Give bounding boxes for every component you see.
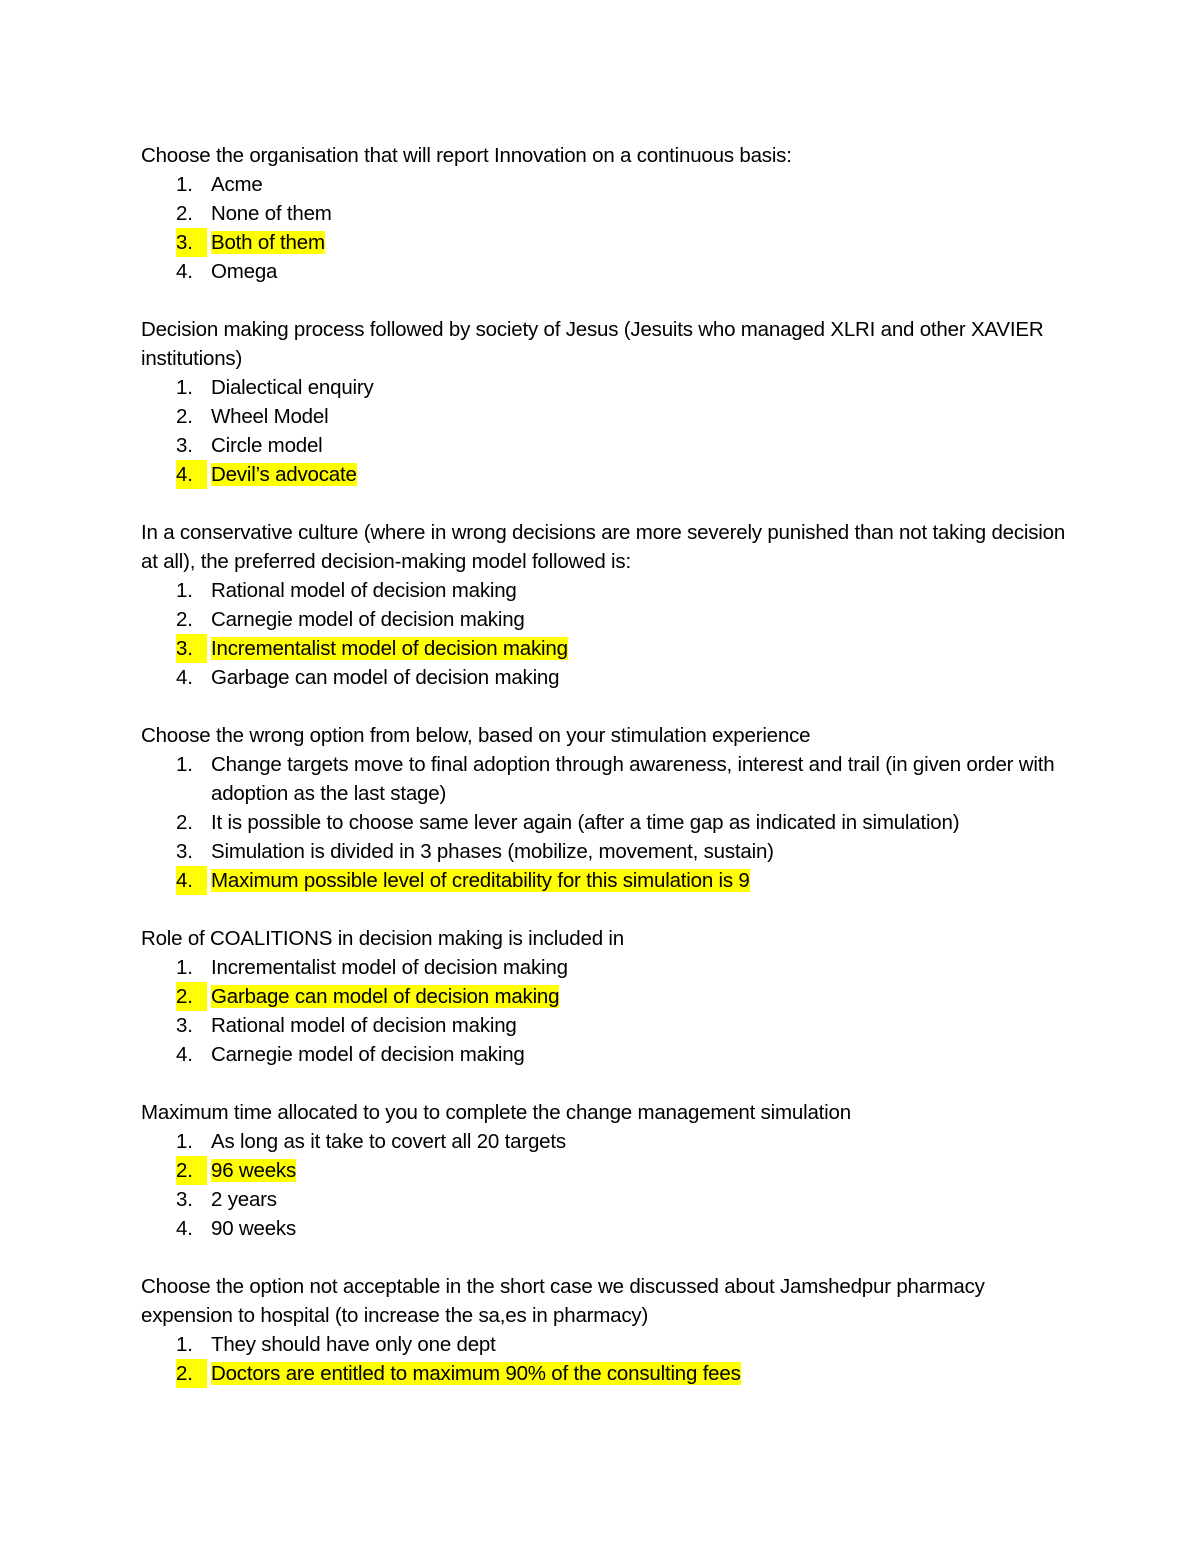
option-text: They should have only one dept	[211, 1333, 496, 1356]
option-item-highlighted-answer	[141, 1156, 1071, 1185]
option-item	[141, 808, 1071, 837]
option-number: 2.	[176, 202, 193, 225]
option-text: Devil’s advocate	[211, 463, 357, 486]
option-item-highlighted-answer	[141, 228, 1071, 257]
option-number: 1.	[176, 753, 193, 776]
option-item-highlighted-answer	[141, 982, 1071, 1011]
option-number: 4.	[176, 666, 193, 689]
question-5	[141, 924, 1071, 1069]
option-number: 3.	[176, 434, 193, 457]
option-text: As long as it take to covert all 20 targets	[211, 1130, 566, 1153]
option-item	[141, 953, 1071, 982]
question-6	[141, 1098, 1071, 1243]
option-number: 2.	[176, 1156, 207, 1185]
option-text: Garbage can model of decision making	[211, 985, 560, 1008]
option-text: Simulation is divided in 3 phases (mobilize, movement, sustain)	[211, 840, 774, 863]
option-number: 1.	[176, 579, 193, 602]
option-number: 1.	[176, 956, 193, 979]
option-number: 4.	[176, 1217, 193, 1240]
option-number: 4.	[176, 460, 207, 489]
option-list	[141, 373, 1071, 489]
option-item	[141, 1330, 1071, 1359]
option-number: 3.	[176, 840, 193, 863]
option-list	[141, 576, 1071, 692]
option-text: 90 weeks	[211, 1217, 297, 1240]
option-item-highlighted-answer	[141, 1359, 1071, 1388]
question-text: In a conservative culture (where in wrong decisions are more severely punished than not taking decision at all), the preferred decision-making model followed is:	[141, 521, 1066, 573]
option-list	[141, 170, 1071, 286]
question-7	[141, 1272, 1071, 1388]
question-2	[141, 315, 1071, 489]
option-text: Acme	[211, 173, 263, 196]
option-list	[141, 1330, 1071, 1388]
option-number: 1.	[176, 376, 193, 399]
question-text: Choose the option not acceptable in the short case we discussed about Jamshedpur pharmacy expension to hospital (to increase the sa,es in pharmacy)	[141, 1275, 985, 1327]
option-item	[141, 576, 1071, 605]
option-number: 2.	[176, 608, 193, 631]
option-item	[141, 402, 1071, 431]
option-item	[141, 1011, 1071, 1040]
option-item	[141, 373, 1071, 402]
option-number: 1.	[176, 173, 193, 196]
option-text: Incrementalist model of decision making	[211, 956, 568, 979]
option-text: Omega	[211, 260, 278, 283]
option-text: Dialectical enquiry	[211, 376, 374, 399]
option-text: Carnegie model of decision making	[211, 1043, 525, 1066]
question-text: Choose the organisation that will report Innovation on a continuous basis:	[141, 144, 792, 167]
option-item	[141, 1214, 1071, 1243]
option-item	[141, 170, 1071, 199]
option-number: 2.	[176, 1359, 207, 1388]
option-item-highlighted-answer	[141, 460, 1071, 489]
option-number: 3.	[176, 1014, 193, 1037]
option-item	[141, 1040, 1071, 1069]
option-text: 96 weeks	[211, 1159, 297, 1182]
option-list	[141, 750, 1071, 895]
option-item	[141, 1127, 1071, 1156]
option-number: 2.	[176, 811, 193, 834]
option-text: Wheel Model	[211, 405, 329, 428]
question-text: Choose the wrong option from below, based on your stimulation experience	[141, 724, 811, 747]
option-item-highlighted-answer	[141, 634, 1071, 663]
option-text: Circle model	[211, 434, 323, 457]
option-text: Carnegie model of decision making	[211, 608, 525, 631]
option-number: 1.	[176, 1333, 193, 1356]
option-item	[141, 431, 1071, 460]
option-item	[141, 257, 1071, 286]
question-1	[141, 141, 1071, 286]
option-item	[141, 199, 1071, 228]
option-number: 4.	[176, 866, 207, 895]
option-item	[141, 837, 1071, 866]
option-number: 2.	[176, 982, 207, 1011]
option-item	[141, 1185, 1071, 1214]
document-content	[141, 141, 1071, 1417]
question-3	[141, 518, 1071, 692]
option-list	[141, 953, 1071, 1069]
option-item	[141, 750, 1071, 808]
option-number: 3.	[176, 1188, 193, 1211]
option-list	[141, 1127, 1071, 1243]
option-text: None of them	[211, 202, 332, 225]
question-text: Role of COALITIONS in decision making is included in	[141, 927, 624, 950]
option-number: 4.	[176, 260, 193, 283]
option-text: Maximum possible level of creditability for this simulation is 9	[211, 869, 750, 892]
option-text: Doctors are entitled to maximum 90% of the consulting fees	[211, 1362, 741, 1385]
option-number: 1.	[176, 1130, 193, 1153]
question-text: Maximum time allocated to you to complete the change management simulation	[141, 1101, 851, 1124]
question-text: Decision making process followed by society of Jesus (Jesuits who managed XLRI and other XAVIER institutions)	[141, 318, 1044, 370]
option-number: 3.	[176, 634, 207, 663]
option-text: Change targets move to final adoption through awareness, interest and trail (in given order with adoption as the last stage)	[211, 753, 1055, 805]
option-text: Rational model of decision making	[211, 579, 517, 602]
option-item-highlighted-answer	[141, 866, 1071, 895]
option-text: Both of them	[211, 231, 325, 254]
option-item	[141, 663, 1071, 692]
option-item	[141, 605, 1071, 634]
option-text: Rational model of decision making	[211, 1014, 517, 1037]
question-4	[141, 721, 1071, 895]
option-number: 4.	[176, 1043, 193, 1066]
option-text: Incrementalist model of decision making	[211, 637, 568, 660]
option-text: Garbage can model of decision making	[211, 666, 560, 689]
option-number: 2.	[176, 405, 193, 428]
option-text: It is possible to choose same lever again (after a time gap as indicated in simulation)	[211, 811, 960, 834]
option-number: 3.	[176, 228, 207, 257]
option-text: 2 years	[211, 1188, 277, 1211]
